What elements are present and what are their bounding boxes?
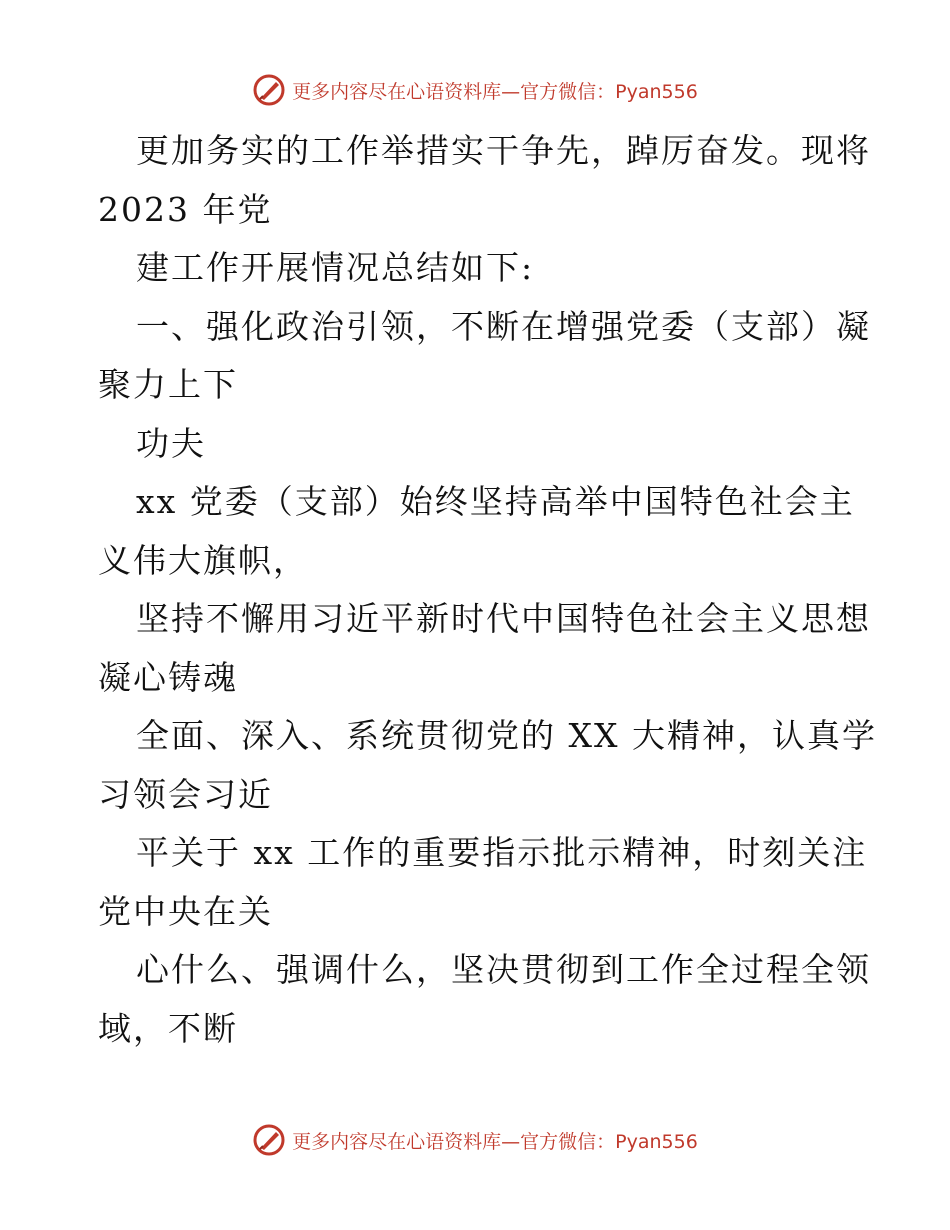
body-line: 凝心铸魂 [98, 657, 238, 697]
body-line: 坚持不懈用习近平新时代中国特色社会主义思想 [136, 599, 871, 638]
body-line: 2023 年党 [98, 189, 273, 229]
document-body [98, 122, 877, 1058]
footer-banner [0, 1120, 950, 1160]
body-line: 全面、深入、系统贯彻党的 XX 大精神，认真学 [136, 716, 877, 755]
footer-banner-text: 更多内容尽在心语资料库—官方微信：Pyan556 [292, 1130, 698, 1153]
body-line: xx 党委（支部）始终坚持高举中国特色社会主 [136, 482, 855, 521]
body-line: 习领会习近 [98, 774, 273, 814]
body-line: 更加务实的工作举措实干争先，踔厉奋发。现将 [136, 131, 871, 170]
body-line: 功夫 [136, 423, 206, 463]
header-banner-text: 更多内容尽在心语资料库—官方微信：Pyan556 [292, 80, 698, 103]
body-line: 义伟大旗帜， [98, 540, 308, 580]
body-line: 建工作开展情况总结如下: [136, 248, 535, 287]
body-line: 党中央在关 [98, 891, 273, 931]
body-line: 心什么、强调什么，坚决贯彻到工作全过程全领 [136, 950, 871, 989]
body-line: 平关于 xx 工作的重要指示批示精神，时刻关注 [136, 833, 868, 872]
body-line: 一、强化政治引领，不断在增强党委（支部）凝 [136, 306, 871, 346]
header-banner [0, 70, 950, 110]
body-line: 聚力上下 [98, 365, 238, 404]
quill-logo-icon [252, 73, 286, 107]
quill-logo-icon [252, 1123, 286, 1157]
body-line: 域，不断 [98, 1008, 238, 1048]
